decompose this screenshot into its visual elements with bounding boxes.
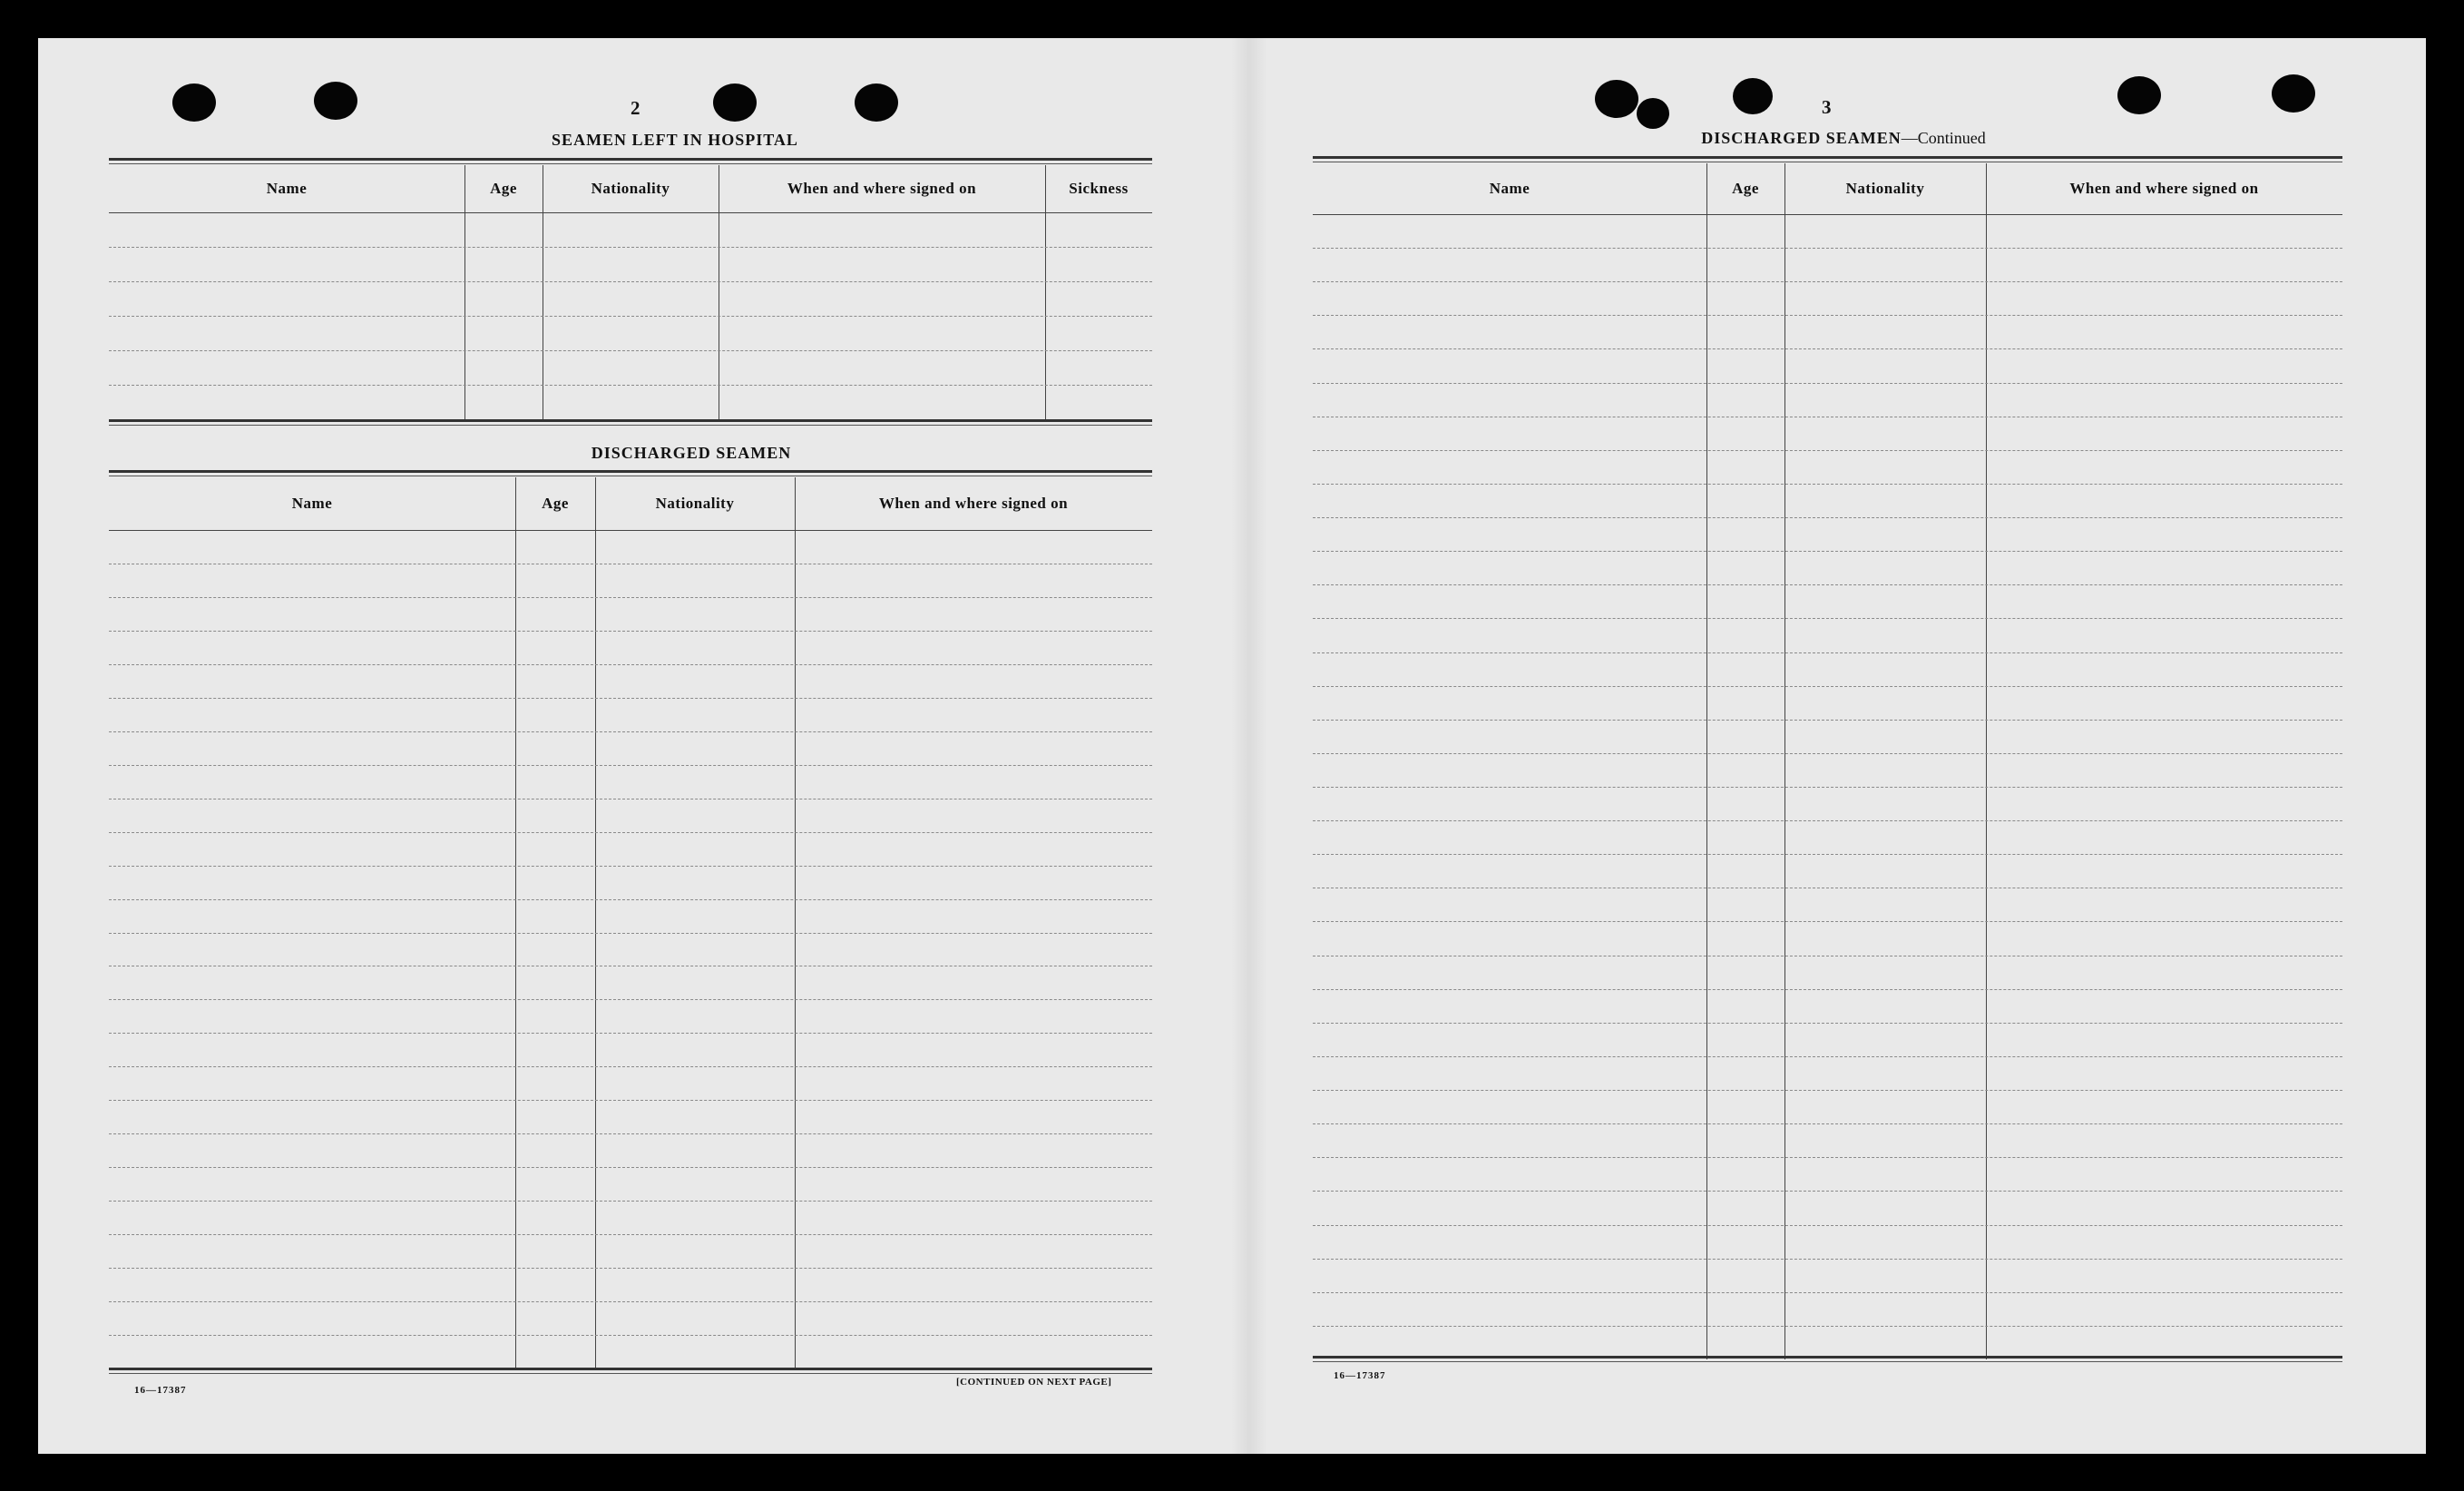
punch-hole <box>2272 74 2315 113</box>
table-row <box>109 385 1152 386</box>
table-row <box>109 247 1152 248</box>
column-header-when-and-where-signed-on: When and where signed on <box>878 495 1069 512</box>
table-row <box>1313 1023 2342 1024</box>
table-row <box>1313 517 2342 518</box>
discharged-bottom-rule <box>109 1368 1152 1374</box>
column-header-age: Age <box>1732 180 1759 197</box>
table-row <box>109 1066 1152 1067</box>
discharged-continued-title <box>1653 129 2034 148</box>
table-row <box>1313 484 2342 485</box>
column-header-name: Name <box>266 180 308 197</box>
table-row <box>1313 921 2342 922</box>
column-divider <box>1706 163 1707 1359</box>
table-row <box>109 866 1152 867</box>
page-fold <box>1231 38 1267 1454</box>
hospital-title: SEAMEN LEFT IN HOSPITAL <box>552 131 798 149</box>
table-row <box>109 832 1152 833</box>
punch-hole <box>172 83 216 122</box>
column-header-age: Age <box>490 180 517 197</box>
table-row <box>1313 1326 2342 1327</box>
table-row <box>1313 551 2342 552</box>
discharged-title: DISCHARGED SEAMEN <box>591 444 792 462</box>
table-row <box>109 1033 1152 1034</box>
column-header-sickness: Sickness <box>1069 180 1129 197</box>
hospital-bottom-rule <box>109 419 1152 426</box>
punch-hole <box>855 83 898 122</box>
table-row <box>1313 618 2342 619</box>
table-row <box>109 631 1152 632</box>
table-row <box>1313 383 2342 384</box>
table-row <box>109 316 1152 317</box>
table-row <box>109 1133 1152 1134</box>
table-row <box>109 1335 1152 1336</box>
table-row <box>1313 787 2342 788</box>
table-row <box>109 1100 1152 1101</box>
document-sheet <box>38 38 2426 1454</box>
punch-hole <box>314 82 357 120</box>
column-divider <box>1784 163 1785 1359</box>
table-row <box>1313 652 2342 653</box>
table-row <box>1313 1056 2342 1057</box>
discharged-continued-table <box>1313 163 2342 1359</box>
table-row <box>1313 450 2342 451</box>
table-row <box>1313 1157 2342 1158</box>
table-row <box>1313 820 2342 821</box>
column-header-age: Age <box>542 495 569 512</box>
table-row <box>109 1268 1152 1269</box>
table-row <box>109 597 1152 598</box>
table-row <box>1313 248 2342 249</box>
table-row <box>1313 686 2342 687</box>
table-row <box>109 933 1152 934</box>
column-header-nationality: Nationality <box>591 180 670 197</box>
page-number-left: 2 <box>631 97 640 119</box>
table-row <box>1313 315 2342 316</box>
table-row <box>1313 854 2342 855</box>
continued-bottom-rule <box>1313 1356 2342 1362</box>
column-header-when-and-where-signed-on: When and where signed on <box>787 180 977 197</box>
table-row <box>1313 1090 2342 1091</box>
header-rule <box>109 212 1152 213</box>
table-row <box>109 899 1152 900</box>
table-row <box>1313 720 2342 721</box>
table-row <box>109 664 1152 665</box>
column-header-nationality: Nationality <box>1845 180 1925 197</box>
table-row <box>109 1167 1152 1168</box>
punch-hole <box>1733 78 1773 114</box>
continued-top-rule <box>1313 156 2342 162</box>
form-number-left: 16—17387 <box>134 1385 187 1396</box>
table-row <box>1313 348 2342 349</box>
table-row <box>109 999 1152 1000</box>
table-row <box>109 350 1152 351</box>
form-number-right: 16—17387 <box>1334 1370 1386 1381</box>
discharged-continued-title-main: DISCHARGED SEAMEN <box>1701 129 1902 147</box>
table-row <box>1313 281 2342 282</box>
hospital-top-rule <box>109 158 1152 164</box>
column-divider <box>1045 165 1046 419</box>
continued-note: [CONTINUED ON NEXT PAGE] <box>956 1377 1112 1388</box>
table-row <box>1313 989 2342 990</box>
column-divider <box>464 165 465 419</box>
punch-hole <box>713 83 757 122</box>
header-rule <box>109 530 1152 531</box>
table-row <box>1313 584 2342 585</box>
punch-hole <box>2117 76 2161 114</box>
discharged-continued-suffix: —Continued <box>1901 129 1986 147</box>
table-row <box>1313 1123 2342 1124</box>
column-divider <box>1986 163 1987 1359</box>
column-header-nationality: Nationality <box>655 495 735 512</box>
header-rule <box>1313 214 2342 215</box>
table-row <box>109 1234 1152 1235</box>
page-number-right: 3 <box>1822 96 1832 118</box>
table-row <box>109 1201 1152 1202</box>
table-row <box>1313 1292 2342 1293</box>
punch-hole <box>1637 98 1669 129</box>
table-row <box>1313 753 2342 754</box>
discharged-table <box>109 477 1152 1368</box>
punch-hole <box>1595 80 1638 118</box>
hospital-table <box>109 165 1152 419</box>
table-row <box>109 1301 1152 1302</box>
table-row <box>1313 1259 2342 1260</box>
table-row <box>109 765 1152 766</box>
column-header-name: Name <box>1489 180 1530 197</box>
discharged-top-rule <box>109 470 1152 476</box>
column-header-when-and-where-signed-on: When and where signed on <box>2069 180 2259 197</box>
column-header-name: Name <box>291 495 333 512</box>
table-row <box>109 731 1152 732</box>
table-row <box>109 281 1152 282</box>
table-row <box>109 698 1152 699</box>
table-row <box>1313 1191 2342 1192</box>
table-row <box>1313 1225 2342 1226</box>
